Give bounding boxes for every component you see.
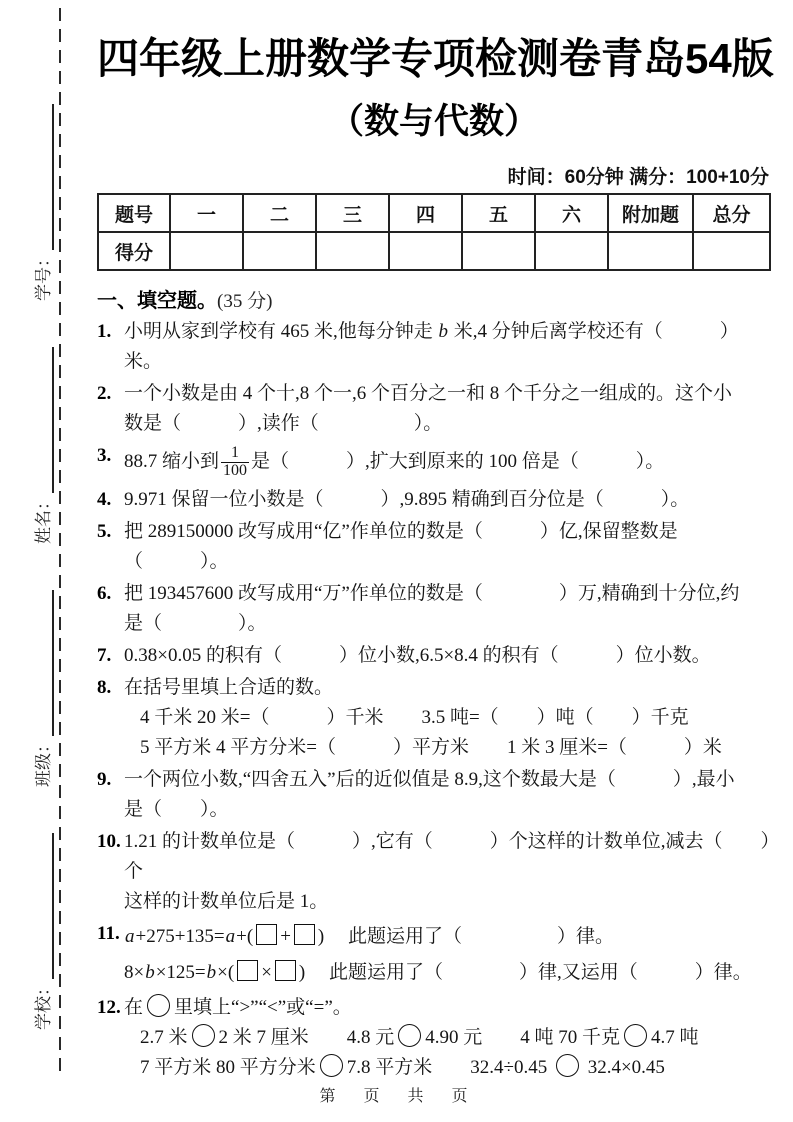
question-number: 8. [97, 677, 112, 698]
question-line [124, 441, 771, 483]
question-line [124, 1053, 771, 1083]
question-text: ) 此题运用了（ ）律。 [317, 926, 614, 947]
question-text: 一个小数是由 4 个十,8 个一,6 个百分之一和 8 个千分之一组成的。这个小 [124, 383, 733, 404]
compare-circle [192, 1024, 215, 1047]
question-text: 2 米 7 厘米 4.8 元 [218, 1027, 395, 1048]
question-1 [97, 317, 771, 377]
score-table-header-cell: 三 [316, 194, 389, 232]
question-text: 7.8 平方米 32.4÷0.45 [346, 1057, 552, 1078]
score-cell-empty [316, 232, 389, 270]
question-text: ×125= [155, 962, 206, 983]
question-text: 2.7 米 [140, 1027, 188, 1048]
score-table-header-cell: 附加题 [608, 194, 693, 232]
question-text: 一个两位小数,“四舍五入”后的近似值是 8.9,这个数最大是（ ）,最小 [124, 769, 735, 790]
question-text: ) 此题运用了（ ）律,又运用（ ）律。 [298, 962, 752, 983]
write-line [33, 833, 54, 979]
answer-box [275, 960, 296, 981]
question-text: 是（ ）。 [124, 613, 267, 634]
binding-dashed-line [59, 8, 61, 1074]
sidebar-field-3 [29, 104, 54, 301]
question-9 [97, 765, 771, 825]
paper-content [97, 20, 774, 1085]
math-variable: b [206, 962, 217, 983]
question-text: 是（ ）,扩大到原来的 100 倍是（ ）。 [251, 451, 665, 472]
question-line [124, 485, 771, 515]
question-text: 9.971 保留一位小数是（ ）,9.895 精确到百分位是（ ）。 [124, 489, 690, 510]
question-text: 7 平方米 80 平方分米 [140, 1057, 316, 1078]
section-title: 一、填空题。 [97, 290, 217, 312]
question-3 [97, 441, 771, 483]
score-table-header-row [98, 194, 770, 232]
compare-circle [320, 1054, 343, 1077]
score-table-header-cell: 五 [462, 194, 535, 232]
sidebar-field-label: 学校： [34, 979, 53, 1030]
score-table-score-row [98, 232, 770, 270]
sidebar-field-label: 姓名： [34, 493, 53, 544]
question-line [124, 379, 771, 409]
question-number: 4. [97, 489, 112, 510]
sidebar-field-label: 学号： [34, 250, 53, 301]
time-score-info: 时间：60分钟 满分：100+10分 [507, 167, 769, 188]
sidebar-field-0 [29, 833, 54, 1030]
question-number: 3. [97, 445, 112, 466]
question-line [124, 795, 771, 825]
score-table-header-cell: 题号 [98, 194, 170, 232]
question-line [124, 733, 771, 763]
math-variable: b [145, 962, 155, 983]
question-number: 2. [97, 383, 112, 404]
score-cell-empty [389, 232, 462, 270]
question-line [124, 887, 771, 917]
question-text: 5 平方米 4 平方分米=（ ）平方米 1 米 3 厘米=（ ）米 [140, 737, 722, 758]
question-2 [97, 379, 771, 439]
question-text: 88.7 缩小到 [124, 451, 220, 472]
score-table-header-cell: 二 [243, 194, 316, 232]
question-text: 4.90 元 4 吨 70 千克 [425, 1027, 621, 1048]
question-4 [97, 485, 771, 515]
section-points: (35 分) [217, 291, 273, 312]
math-variable: a [125, 926, 135, 947]
compare-circle [556, 1054, 579, 1077]
question-number: 11. [97, 923, 120, 944]
question-12 [97, 993, 771, 1083]
question-number: 6. [97, 583, 112, 604]
answer-box [256, 924, 277, 945]
score-cell-empty [243, 232, 316, 270]
question-text: 在 [124, 997, 144, 1018]
question-11 [97, 919, 771, 991]
question-list [97, 317, 771, 1083]
fraction-numerator: 1 [221, 445, 249, 463]
question-line [124, 703, 771, 733]
question-line [124, 517, 771, 577]
question-text: 4 千米 20 米=（ ）千米 3.5 吨=（ ）吨（ ）千克 [140, 707, 689, 728]
score-table-header-cell: 总分 [693, 194, 770, 232]
question-line [124, 673, 771, 703]
question-text: 这样的计数单位后是 1。 [124, 891, 329, 912]
question-text: 32.4×0.45 [582, 1057, 665, 1078]
question-text: × [261, 962, 272, 983]
question-text: 数是（ ）,读作（ ）。 [124, 413, 443, 434]
question-number: 9. [97, 769, 112, 790]
score-table-header-cell: 六 [535, 194, 608, 232]
score-cell-empty [535, 232, 608, 270]
question-number: 12. [97, 997, 121, 1018]
question-number: 1. [97, 321, 112, 342]
question-line [124, 579, 771, 609]
score-cell-empty [693, 232, 770, 270]
question-line [124, 409, 771, 439]
question-line [124, 919, 771, 955]
question-text: 把 289150000 改写成用“亿”作单位的数是（ ）亿,保留整数是（ ）。 [124, 521, 678, 572]
score-row-label: 得分 [98, 232, 170, 270]
score-table-header-cell: 四 [389, 194, 462, 232]
paper-title: 四年级上册数学专项检测卷青岛54版 [97, 35, 774, 82]
sidebar-field-1 [29, 590, 54, 787]
question-text: +275+135= [135, 926, 225, 947]
question-text: 米,4 分钟后离学校还有（ ）米。 [124, 321, 739, 372]
fraction [221, 445, 249, 480]
question-6 [97, 579, 771, 639]
write-line [33, 347, 54, 493]
question-text: +( [236, 926, 254, 947]
question-text: 0.38×0.05 的积有（ ）位小数,6.5×8.4 的积有（ ）位小数。 [124, 645, 711, 666]
question-text: 在括号里填上合适的数。 [124, 677, 334, 698]
question-text: 小明从家到学校有 465 米,他每分钟走 [124, 321, 438, 342]
question-8 [97, 673, 771, 763]
score-cell-empty [170, 232, 243, 270]
question-text: 是（ ）。 [124, 799, 229, 820]
sidebar-field-2 [29, 347, 54, 544]
question-line [124, 955, 771, 991]
question-line [124, 765, 771, 795]
question-7 [97, 641, 771, 671]
student-info-strip [8, 48, 54, 1048]
question-text: + [280, 926, 291, 947]
write-line [33, 104, 54, 250]
question-line [124, 317, 771, 377]
question-line [124, 1023, 771, 1053]
question-text: 里填上“>”“<”或“=”。 [174, 997, 352, 1018]
paper-subtitle: （数与代数） [328, 102, 539, 141]
score-cell-empty [608, 232, 693, 270]
question-line [124, 993, 771, 1023]
question-number: 10. [97, 831, 121, 852]
math-variable: a [225, 926, 236, 947]
compare-circle [398, 1024, 421, 1047]
write-line [33, 590, 54, 736]
answer-box [294, 924, 315, 945]
question-number: 7. [97, 645, 112, 666]
question-10 [97, 827, 771, 917]
section-heading [97, 284, 771, 313]
compare-circle [147, 994, 170, 1017]
question-number: 5. [97, 521, 112, 542]
question-text: 把 193457600 改写成用“万”作单位的数是（ ）万,精确到十分位,约 [124, 583, 740, 604]
question-text: 8× [124, 962, 145, 983]
score-cell-empty [462, 232, 535, 270]
score-table [97, 193, 771, 271]
fraction-denominator: 100 [223, 462, 248, 480]
score-table-header-cell: 一 [170, 194, 243, 232]
question-text: 1.21 的计数单位是（ ）,它有（ ）个这样的计数单位,减去（ ）个 [124, 831, 771, 882]
math-variable: b [438, 321, 449, 342]
question-5 [97, 517, 771, 577]
compare-circle [624, 1024, 647, 1047]
answer-box [237, 960, 258, 981]
question-line [124, 827, 771, 887]
question-text: ×( [217, 962, 235, 983]
question-line [124, 609, 771, 639]
question-text: 4.7 吨 [651, 1027, 699, 1048]
page-footer: 第 页 共 页 [319, 1088, 474, 1105]
question-line [124, 641, 771, 671]
sidebar-field-label: 班级： [34, 736, 53, 787]
